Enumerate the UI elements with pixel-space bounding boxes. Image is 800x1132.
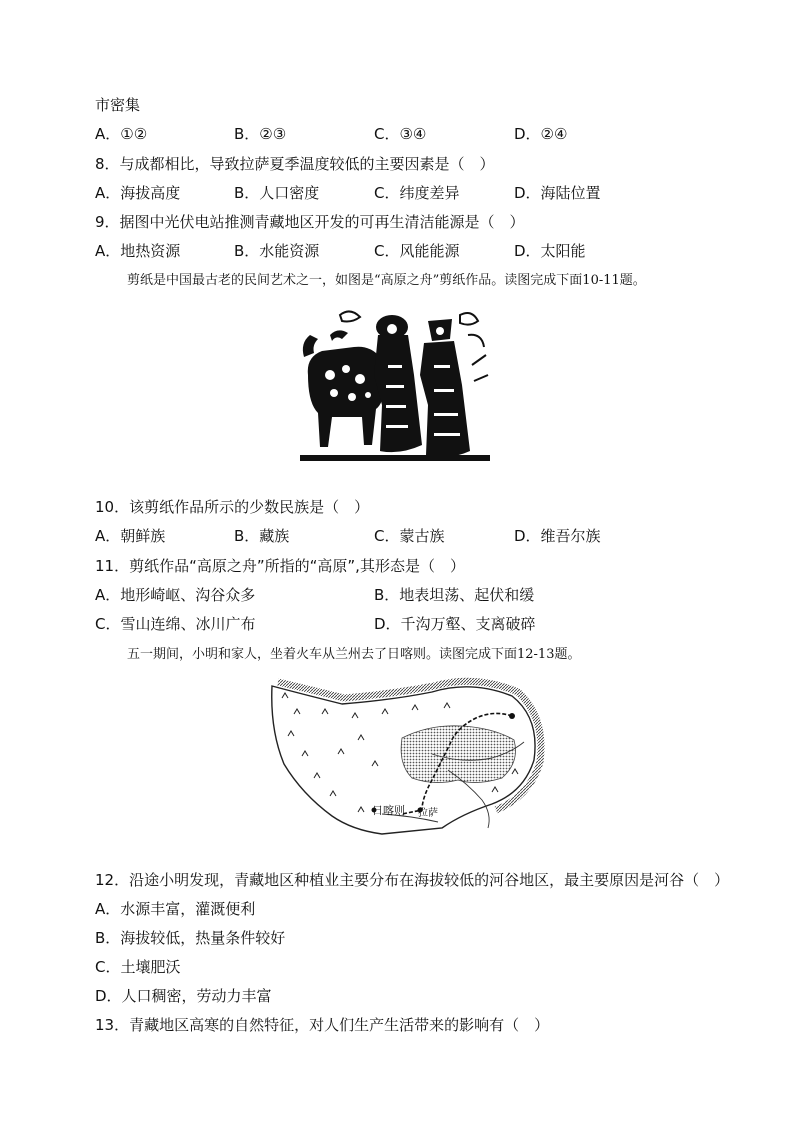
q10-option-b: B．藏族 xyxy=(234,527,290,545)
q9-stem: 9．据图中光伏电站推测青藏地区开发的可再生清洁能源是（ ） xyxy=(95,213,525,231)
q12-stem: 12．沿途小明发现，青藏地区种植业主要分布在海拔较低的河谷地区，最主要原因是河谷（ ） xyxy=(95,871,730,889)
q8-option-c: C．纬度差异 xyxy=(374,184,460,202)
qinghai-tibet-map xyxy=(262,674,547,849)
q11-option-c: C．雪山连绵、冰川广布 xyxy=(95,615,256,633)
q9-option-c: C．风能能源 xyxy=(374,242,460,260)
q12-option-b: B．海拔较低，热量条件较好 xyxy=(95,929,286,947)
q9-option-a: A．地热资源 xyxy=(95,242,181,260)
q10-option-d: D．维吾尔族 xyxy=(514,527,601,545)
q8-option-d: D．海陆位置 xyxy=(514,184,601,202)
rikaze-label: 日喀则 xyxy=(372,804,405,817)
intro-train-trip: 五一期间，小明和家人，坐着火车从兰州去了日喀则。读图完成下面12-13题。 xyxy=(127,647,581,662)
q7-option-d: D．②④ xyxy=(514,125,568,143)
q12-option-a: A．水源丰富，灌溉便利 xyxy=(95,900,256,918)
intro-paper-cut: 剪纸是中国最古老的民间艺术之一，如图是“高原之舟”剪纸作品。读图完成下面10-11题。 xyxy=(127,273,646,288)
q9-option-d: D．太阳能 xyxy=(514,242,586,260)
shaded-region xyxy=(401,726,515,783)
q11-option-d: D．千沟万壑、支离破碎 xyxy=(374,615,536,633)
q8-option-b: B．人口密度 xyxy=(234,184,320,202)
q11-option-b: B．地表坦荡、起伏和缓 xyxy=(374,586,535,604)
q13-stem: 13．青藏地区高寒的自然特征，对人们生产生活带来的影响有（ ） xyxy=(95,1016,550,1034)
q7-stem-continuation: 市密集 xyxy=(95,96,141,114)
q10-stem: 10．该剪纸作品所示的少数民族是（ ） xyxy=(95,498,370,516)
q8-option-a: A．海拔高度 xyxy=(95,184,181,202)
paper-cut-figure xyxy=(300,305,490,465)
q10-option-a: A．朝鲜族 xyxy=(95,527,166,545)
q7-option-a: A．①② xyxy=(95,125,148,143)
q12-option-d: D．人口稠密，劳动力丰富 xyxy=(95,987,272,1005)
lanzhou-marker xyxy=(509,713,515,719)
q7-option-c: C．③④ xyxy=(374,125,427,143)
q11-option-a: A．地形崎岖、沟谷众多 xyxy=(95,586,256,604)
q12-option-c: C．土壤肥沃 xyxy=(95,958,181,976)
q11-stem: 11．剪纸作品“高原之舟”所指的“高原”,其形态是（ ） xyxy=(95,557,465,575)
lasa-label: 拉萨 xyxy=(418,808,438,819)
q8-stem: 8．与成都相比，导致拉萨夏季温度较低的主要因素是（ ） xyxy=(95,155,495,173)
q10-option-c: C．蒙古族 xyxy=(374,527,445,545)
q7-option-b: B．②③ xyxy=(234,125,287,143)
q9-option-b: B．水能资源 xyxy=(234,242,320,260)
